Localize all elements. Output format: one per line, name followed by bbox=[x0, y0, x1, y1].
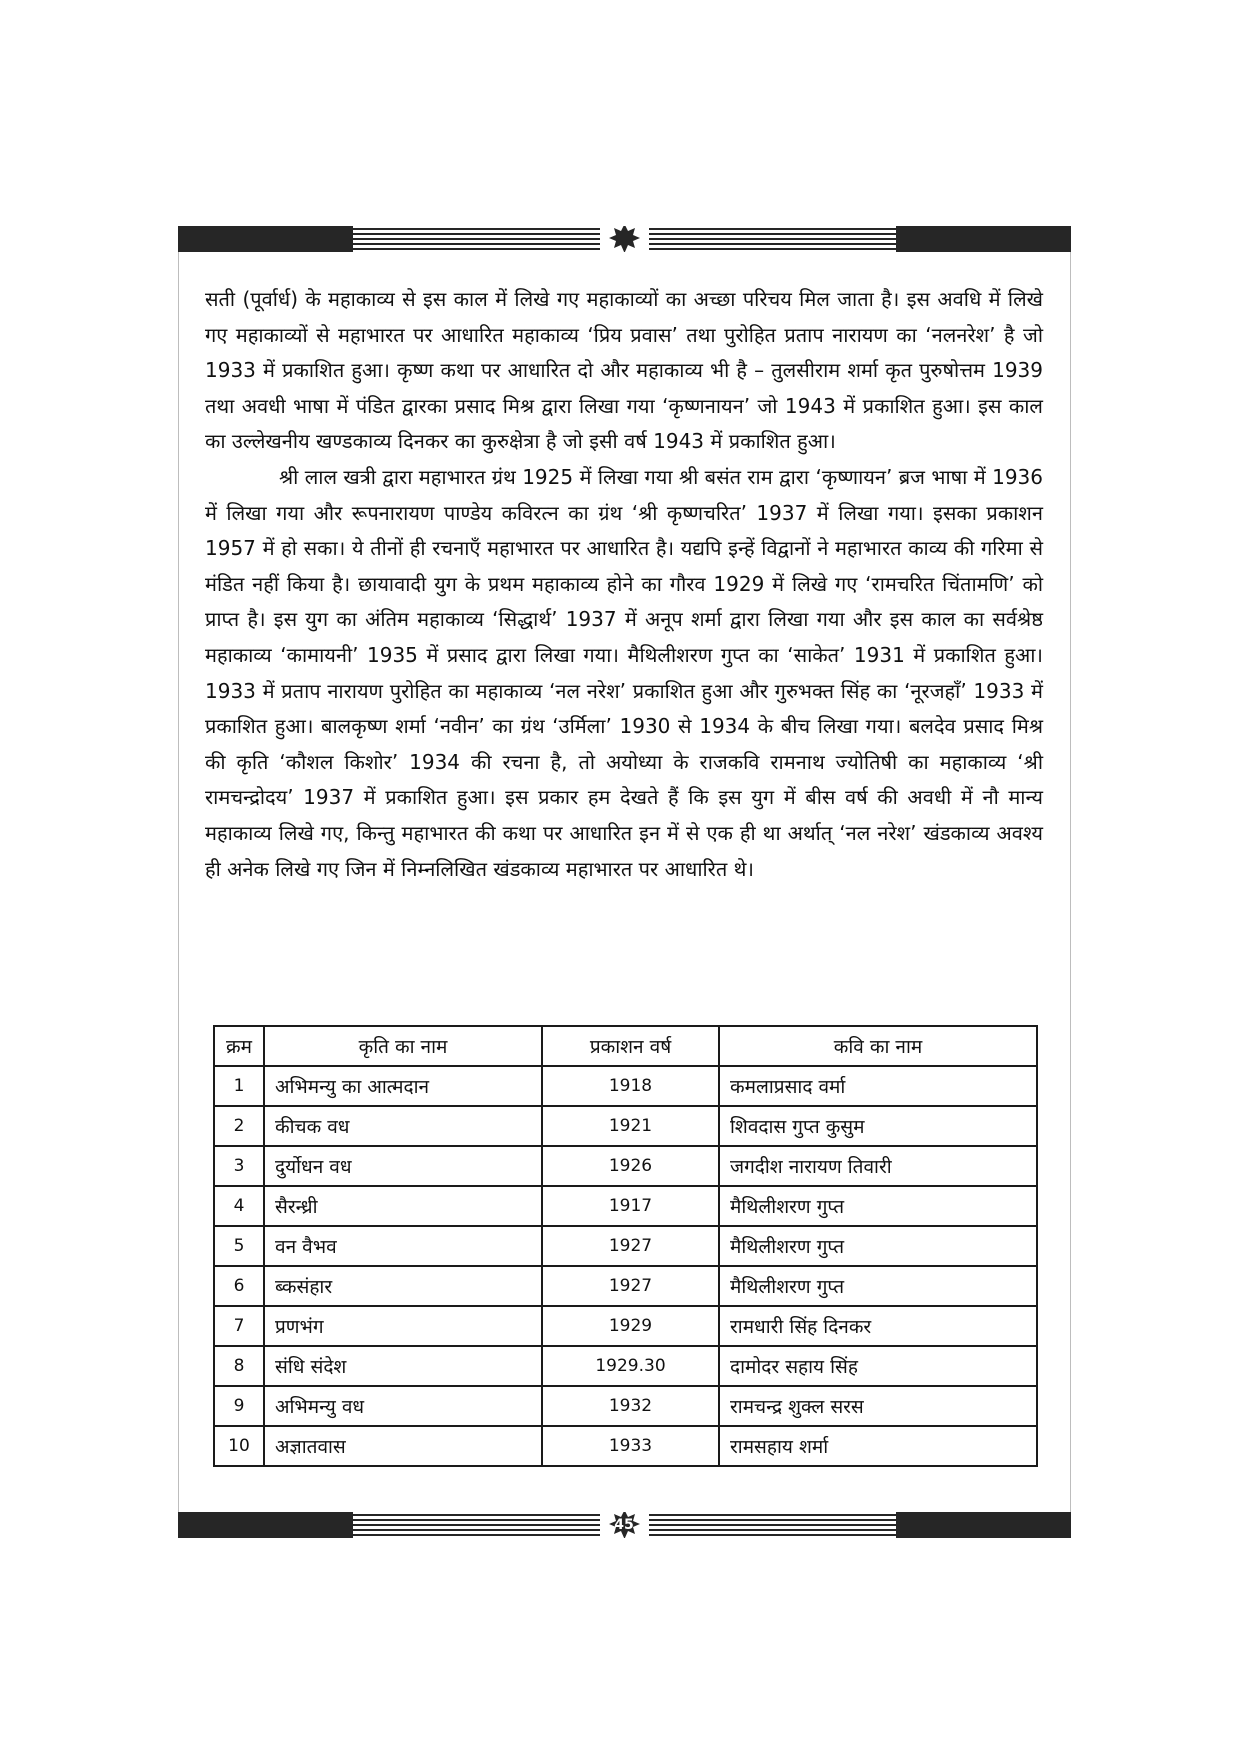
table-row bbox=[214, 1386, 1037, 1426]
table-row bbox=[214, 1066, 1037, 1106]
cell-year: 1927 bbox=[542, 1266, 719, 1306]
cell-poet: कमलाप्रसाद वर्मा bbox=[719, 1066, 1037, 1106]
cell-poet: रामसहाय शर्मा bbox=[719, 1426, 1037, 1466]
table-row bbox=[214, 1226, 1037, 1266]
cell-poet: मैथिलीशरण गुप्त bbox=[719, 1186, 1037, 1226]
cell-serial: 5 bbox=[214, 1226, 264, 1266]
table-row bbox=[214, 1306, 1037, 1346]
header-poet-name: कवि का नाम bbox=[719, 1026, 1037, 1066]
cell-serial: 9 bbox=[214, 1386, 264, 1426]
page-number: 45 bbox=[614, 1517, 634, 1533]
cell-serial: 4 bbox=[214, 1186, 264, 1226]
sunburst-icon bbox=[609, 226, 640, 252]
cell-serial: 2 bbox=[214, 1106, 264, 1146]
table-row bbox=[214, 1106, 1037, 1146]
cell-poet: रामधारी सिंह दिनकर bbox=[719, 1306, 1037, 1346]
cell-serial: 6 bbox=[214, 1266, 264, 1306]
cell-year: 1929.30 bbox=[542, 1346, 719, 1386]
cell-serial: 3 bbox=[214, 1146, 264, 1186]
paragraph-2: श्री लाल खत्री द्वारा महाभारत ग्रंथ 1925 में लिखा गया श्री बसंत राम द्वारा ‘कृष्णायन’ ब्रज भाषा में 1936 में लिखा गया और रूपनारायण पाण्डेय कविरत्न का ग्रंथ ‘श्री कृष्णचरित’ 1937 में लिखा गया। इसका प्रकाशन 1957 में हो सका। ये तीनों ही रचनाएँ महाभारत पर आधारित है। यद्यपि इन्हें विद्वानों ने महाभारत काव्य की गरिमा से मंडित नहीं किया है। छायावादी युग के प्रथम महाकाव्य होने का गौरव 1929 में लिखे गए ‘रामचरित चिंतामणि’ को प्राप्त है। इस युग का अंतिम महाकाव्य ‘सिद्धार्थ’ 1937 में अनूप शर्मा द्वारा लिखा गया और इस काल का सर्वश्रेष्ठ महाकाव्य ‘कामायनी’ 1935 में प्रसाद द्वारा लिखा गया। मैथिलीशरण गुप्त का ‘साकेत’ 1931 में प्रकाशित हुआ। 1933 में प्रताप नारायण पुरोहित का महाकाव्य ‘नल नरेश’ प्रकाशित हुआ और गुरुभक्त सिंह का ‘नूरजहाँ’ 1933 में प्रकाशित हुआ। बालकृष्ण शर्मा ‘नवीन’ का ग्रंथ ‘उर्मिला’ 1930 से 1934 के बीच लिखा गया। बलदेव प्रसाद मिश्र की कृति ‘कौशल किशोर’ 1934 की रचना है, तो अयोध्या के राजकवि रामनाथ ज्योतिषी का महाकाव्य ‘श्री रामचन्द्रोदय’ 1937 में प्रकाशित हुआ। इस प्रकार हम देखते हैं कि इस युग में बीस वर्ष की अवधी में नौ मान्य महाकाव्य लिखे गए, किन्तु महाभारत की कथा पर आधारित इन में से एक ही था अर्थात् ‘नल नरेश’ खंडकाव्य अवश्य ही अनेक लिखे गए जिन में निम्नलिखित खंडकाव्य महाभारत पर आधारित थे। bbox=[205, 464, 1043, 881]
table-row bbox=[214, 1266, 1037, 1306]
cell-work-name: ब्कसंहार bbox=[264, 1266, 542, 1306]
cell-work-name: कीचक वध bbox=[264, 1106, 542, 1146]
cell-work-name: सैरन्ध्री bbox=[264, 1186, 542, 1226]
cell-work-name: अभिमन्यु का आत्मदान bbox=[264, 1066, 542, 1106]
cell-year: 1932 bbox=[542, 1386, 719, 1426]
cell-serial: 7 bbox=[214, 1306, 264, 1346]
cell-work-name: प्रणभंग bbox=[264, 1306, 542, 1346]
cell-year: 1926 bbox=[542, 1146, 719, 1186]
works-table bbox=[213, 1025, 1038, 1467]
cell-serial: 1 bbox=[214, 1066, 264, 1106]
paragraph-1: सती (पूर्वार्ध) के महाकाव्य से इस काल में लिखे गए महाकाव्यों का अच्छा परिचय मिल जाता है। इस अवधि में लिखे गए महाकाव्यों से महाभारत पर आधारित महाकाव्य ‘प्रिय प्रवास’ तथा पुरोहित प्रताप नारायण का ‘नलनरेश’ है जो 1933 में प्रकाशित हुआ। कृष्ण कथा पर आधारित दो और महाकाव्य भी है – तुलसीराम शर्मा कृत पुरुषोत्तम 1939 तथा अवधी भाषा में पंडित द्वारका प्रसाद मिश्र द्वारा लिखा गया ‘कृष्णनायन’ जो 1943 में प्रकाशित हुआ। इस काल का उल्लेखनीय खण्डकाव्य दिनकर का कुरुक्षेत्रा है जो इसी वर्ष 1943 में प्रकाशित हुआ। bbox=[205, 287, 1043, 454]
cell-work-name: दुर्योधन वध bbox=[264, 1146, 542, 1186]
cell-poet: जगदीश नारायण तिवारी bbox=[719, 1146, 1037, 1186]
cell-poet: मैथिलीशरण गुप्त bbox=[719, 1266, 1037, 1306]
header-work-name: कृति का नाम bbox=[264, 1026, 542, 1066]
header-serial: क्रम bbox=[214, 1026, 264, 1066]
cell-work-name: संधि संदेश bbox=[264, 1346, 542, 1386]
table-row bbox=[214, 1146, 1037, 1186]
table-row bbox=[214, 1346, 1037, 1386]
cell-serial: 10 bbox=[214, 1426, 264, 1466]
cell-work-name: वन वैभव bbox=[264, 1226, 542, 1266]
header-ornament-band bbox=[178, 226, 1071, 252]
cell-year: 1918 bbox=[542, 1066, 719, 1106]
cell-serial: 8 bbox=[214, 1346, 264, 1386]
body-text bbox=[205, 282, 1043, 887]
cell-work-name: अभिमन्यु वध bbox=[264, 1386, 542, 1426]
cell-year: 1921 bbox=[542, 1106, 719, 1146]
cell-year: 1927 bbox=[542, 1226, 719, 1266]
cell-poet: रामचन्द्र शुक्ल सरस bbox=[719, 1386, 1037, 1426]
cell-year: 1917 bbox=[542, 1186, 719, 1226]
cell-year: 1933 bbox=[542, 1426, 719, 1466]
cell-year: 1929 bbox=[542, 1306, 719, 1346]
header-publication-year: प्रकाशन वर्ष bbox=[542, 1026, 719, 1066]
cell-work-name: अज्ञातवास bbox=[264, 1426, 542, 1466]
table-row bbox=[214, 1426, 1037, 1466]
cell-poet: शिवदास गुप्त कुसुम bbox=[719, 1106, 1037, 1146]
cell-poet: दामोदर सहाय सिंह bbox=[719, 1346, 1037, 1386]
table-row bbox=[214, 1186, 1037, 1226]
table-header-row bbox=[214, 1026, 1037, 1066]
cell-poet: मैथिलीशरण गुप्त bbox=[719, 1226, 1037, 1266]
